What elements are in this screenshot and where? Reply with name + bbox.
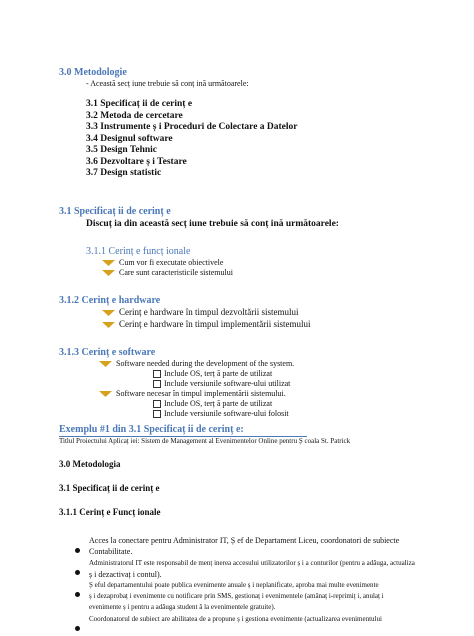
list-item-text: Software necesar în timpul implementării sistemului. <box>116 389 286 398</box>
toc-item: 3.4 Designul software <box>86 134 173 144</box>
bullet-line: Coordonatorul de subiect are abilitatea de a propune ș i gestiona evenimente (actualizarea evenimentului <box>89 615 382 623</box>
subsection-title: 3.1.3 Cerinț e software <box>59 347 156 358</box>
subsection-title: 3.1.2 Cerinț e hardware <box>59 295 161 306</box>
arrow-bullet-icon <box>102 270 115 276</box>
arrow-bullet-icon <box>99 361 112 367</box>
subsection-title: 3.1.1 Cerinț e funcț ionale <box>86 246 191 257</box>
list-item <box>99 359 294 368</box>
bullet-line: Acces la conectare pentru Administrator IT, Ș ef de Departament Liceu, coordonatori de subiecte <box>89 536 400 545</box>
list-item <box>102 258 223 267</box>
list-item <box>102 319 310 329</box>
toc-item: 3.2 Metoda de cercetare <box>86 111 183 121</box>
toc-item: 3.7 Design statistic <box>86 168 162 178</box>
arrow-bullet-icon <box>102 310 115 316</box>
bullet-line: Ș eful departamentului poate publica evenimente anuale ș i neplanificate, aproba mai multe evenimente <box>89 581 379 589</box>
arrow-bullet-icon <box>102 322 115 328</box>
list-item-text: Software needed during the development of the system. <box>116 359 295 368</box>
sub-list-item-text: Include versiunile software-ului folosit <box>164 409 289 418</box>
toc-item: 3.6 Dezvoltare ș i Testare <box>86 157 187 167</box>
project-title: Titlul Proiectului Aplicaț iei: Sistem de Management al Evenimentelor Online pentru Ș coala St. Patrick <box>59 437 351 445</box>
checkbox-icon <box>153 380 161 388</box>
toc-item: 3.3 Instrumente ș i Proceduri de Colectare a Datelor <box>86 122 298 132</box>
toc-item: 3.1 Specificaț ii de cerinț e <box>86 99 193 109</box>
section-intro: - Această secț iune trebuie să conț ină următoarele: <box>86 79 249 88</box>
bullet-line: Contabilitate. <box>89 547 133 556</box>
subsection-title: 3.1 Specificaț ii de cerinț e <box>59 206 171 217</box>
checkbox-icon <box>153 400 161 408</box>
list-item-text: Cerinț e hardware în timpul implementării sistemului <box>119 319 311 329</box>
list-item <box>99 389 286 398</box>
sub-list-item <box>153 369 272 378</box>
example-title: Exemplu #1 din 3.1 Specificaț ii de cerinț e: <box>59 424 244 435</box>
example-heading: 3.0 Metodologia <box>59 459 121 469</box>
sub-list-item-text: Include OS, terț ă parte de utilizat <box>164 399 273 408</box>
list-item-text: Cerinț e hardware în timpul dezvoltării sistemului <box>119 307 299 317</box>
checkbox-icon <box>153 410 161 418</box>
subsection-instruction: Discuț ia din această secț iune trebuie să conț ină următoarele: <box>86 219 339 229</box>
arrow-bullet-icon <box>99 391 112 397</box>
example-heading: 3.1.1 Cerinț e Funcț ionale <box>59 507 161 517</box>
bullet-dot-icon <box>75 540 80 558</box>
example-heading: 3.1 Specificaț ii de cerinț e <box>59 483 160 493</box>
bullet-dot-icon <box>75 584 80 602</box>
toc-item: 3.5 Design Tehnic <box>86 145 158 155</box>
sub-list-item-text: Include versiunile software-ului utilizat <box>164 379 291 388</box>
sub-list-item <box>153 379 290 388</box>
bullet-line: Administratorul IT este responsabil de menț inerea accesului utilizatorilor ș i a conturilor (pentru a adăuga, actualiza <box>89 559 415 567</box>
list-item-text: Cum vor fi executate obiectivele <box>119 258 224 267</box>
bullet-line: ș i dezaprobaț i evenimente cu notificare prin SMS, gestionaț i evenimentele (amânaț i-reprimiț i, anulaț i <box>89 592 384 600</box>
bullet-dot-icon <box>75 562 80 580</box>
sub-list-item <box>153 399 272 408</box>
checkbox-icon <box>153 370 161 378</box>
list-item <box>102 307 298 317</box>
sub-list-item <box>153 409 289 418</box>
sub-list-item-text: Include OS, terț ă parte de utilizat <box>164 369 273 378</box>
list-item <box>102 268 233 277</box>
list-item-text: Care sunt caracteristicile sistemului <box>119 268 233 277</box>
bullet-line: ș i dezactivaț i contul). <box>89 570 162 579</box>
arrow-bullet-icon <box>102 260 115 266</box>
bullet-line: evenimente ș i pentru a adăuga student ă la evenimentele gratuite). <box>89 603 276 611</box>
section-title: 3.0 Metodologie <box>59 67 127 78</box>
bullet-dot-icon <box>75 618 80 636</box>
